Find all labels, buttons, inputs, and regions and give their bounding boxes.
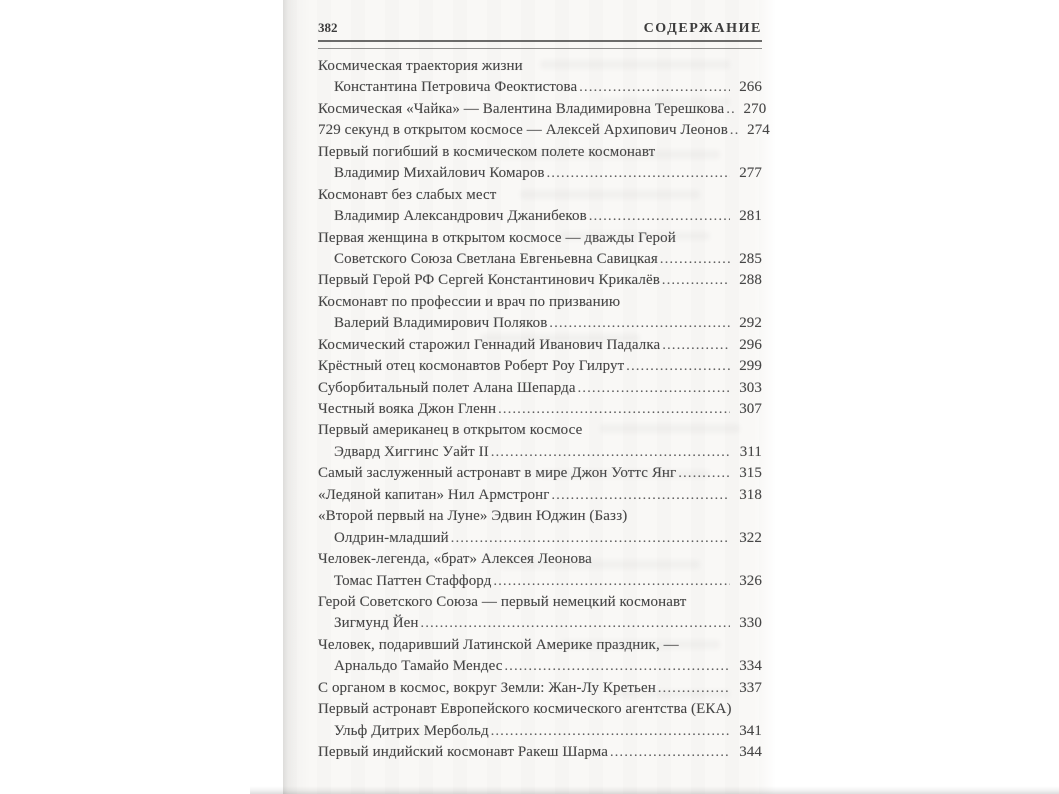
toc-line-text: Первый Герой РФ Сергей Константинович Крикалёв <box>318 272 660 289</box>
toc-line-text: Космическая траектория жизни <box>318 58 523 74</box>
toc-line <box>318 571 762 592</box>
toc-line-text: «Второй первый на Луне» Эдвин Юджин (Базз) <box>318 508 628 525</box>
toc-line <box>318 228 762 249</box>
toc-line-text: С органом в космос, вокруг Земли: Жан-Лу Кретьен <box>318 679 656 696</box>
dot-leader <box>726 99 734 120</box>
toc-line <box>318 420 762 441</box>
dot-leader <box>551 485 730 506</box>
toc-line <box>318 506 762 527</box>
toc-page-number: 299 <box>739 358 762 375</box>
toc-line <box>318 206 762 227</box>
toc-line <box>318 442 762 463</box>
toc-line-text: Ульф Дитрих Мербольд <box>334 722 489 739</box>
page-number-folio: 382 <box>318 20 338 35</box>
toc-page-number: 270 <box>743 100 767 117</box>
toc-line-text: Честный вояка Джон Гленн <box>318 401 497 417</box>
dot-leader <box>491 442 730 463</box>
toc-page-number: 326 <box>739 572 762 589</box>
toc-line-text: Человек, подаривший Латинской Америке праздник, — <box>318 636 679 653</box>
toc-page-number: 334 <box>739 658 762 675</box>
dot-leader <box>662 335 730 356</box>
toc-line <box>318 249 762 270</box>
dot-leader <box>589 206 730 227</box>
toc-page-number: 307 <box>739 401 762 417</box>
toc-line <box>318 485 762 506</box>
toc-line-text: Олдрин-младший <box>334 529 449 546</box>
dot-leader <box>498 399 730 420</box>
toc-line-text: Крёстный отец космонавтов Роберт Роу Гилрут <box>318 358 625 375</box>
toc-line <box>318 678 762 699</box>
toc-line-text: Первый американец в открытом космосе <box>318 422 583 439</box>
toc-page-number: 266 <box>739 79 762 96</box>
dot-leader <box>491 721 730 742</box>
toc-line-text: Герой Советского Союза — первый немецкий космонавт <box>318 593 687 610</box>
toc-line <box>318 313 762 334</box>
toc-line <box>318 56 762 77</box>
toc-line-text: Первая женщина в открытом космосе — дважды Герой <box>318 229 676 246</box>
toc-line-text: Арнальдо Тамайо Мендес <box>334 658 503 675</box>
toc-line-text: Владимир Александрович Джанибеков <box>334 208 587 225</box>
toc-line-text: Первый индийский космонавт Ракеш Шарма <box>318 744 608 760</box>
dot-leader <box>626 356 730 377</box>
toc-line-text: Самый заслуженный астронавт в мире Джон Уоттс Янг <box>318 465 677 482</box>
page-header <box>318 20 762 37</box>
toc-page-number: 285 <box>739 250 762 267</box>
dot-leader <box>493 571 730 592</box>
toc-page-number: 344 <box>739 744 762 760</box>
toc-line <box>318 270 762 291</box>
toc-line-text: Первый астронавт Европейского космического агентства (ЕКА) <box>318 701 732 718</box>
toc-line-text: Суборбитальный полет Алана Шепарда <box>318 379 576 396</box>
toc-line <box>318 292 762 313</box>
toc-line-text: «Ледяной капитан» Нил Армстронг <box>318 486 550 503</box>
toc-page-number: 296 <box>739 336 762 353</box>
dot-leader <box>610 742 730 763</box>
toc-line-text: Космонавт без слабых мест <box>318 186 497 203</box>
toc-page-number: 311 <box>739 443 762 460</box>
book-page <box>283 0 775 794</box>
toc-page-number: 303 <box>739 379 762 396</box>
dot-leader <box>549 313 730 334</box>
dot-leader <box>658 678 730 699</box>
toc-line-text: Космонавт по профессии и врач по призванию <box>318 293 621 310</box>
running-title: СОДЕРЖАНИЕ <box>643 21 762 36</box>
toc-page-number: 330 <box>739 615 762 632</box>
toc-line <box>318 120 770 141</box>
toc-line <box>318 463 762 484</box>
dot-leader <box>660 249 730 270</box>
toc-line-text: Космический старожил Геннадий Иванович Падалка <box>318 336 661 353</box>
toc-line <box>318 656 762 677</box>
toc-line-text: Советского Союза Светлана Евгеньевна Савицкая <box>334 250 658 267</box>
toc-line <box>318 549 762 570</box>
toc-line-text: Владимир Михайлович Комаров <box>334 165 545 182</box>
toc-line <box>318 528 762 549</box>
dot-leader <box>504 656 730 677</box>
toc-line-text: Валерий Владимирович Поляков <box>334 315 548 332</box>
dot-leader <box>578 378 730 399</box>
toc-line <box>318 142 762 163</box>
toc-line <box>318 77 762 98</box>
toc-line-text: Эдвард Хиггинс Уайт II <box>334 443 489 460</box>
toc-line-text: Томас Паттен Стаффорд <box>334 572 492 589</box>
dot-leader <box>421 613 730 634</box>
toc-line <box>318 356 762 377</box>
toc-page-number: 292 <box>739 315 762 332</box>
toc-page-number: 274 <box>747 122 770 139</box>
toc-line-text: Зигмунд Йен <box>334 615 419 632</box>
toc-line-text: Космическая «Чайка» — Валентина Владимировна Терешкова <box>318 100 725 117</box>
toc-page-number: 341 <box>739 722 762 739</box>
scan-bottom-edge <box>250 786 1059 794</box>
toc-line <box>318 592 762 613</box>
toc-line-text: Первый погибший в космическом полете космонавт <box>318 143 656 160</box>
toc-page-number: 337 <box>739 679 762 696</box>
table-of-contents <box>318 56 770 763</box>
toc-line <box>318 163 762 184</box>
toc-page-number: 288 <box>739 272 762 289</box>
toc-line <box>318 399 762 420</box>
toc-page-number: 277 <box>739 165 762 182</box>
toc-page-number: 322 <box>739 529 762 546</box>
toc-page-number: 318 <box>739 486 762 503</box>
dot-leader <box>579 77 730 98</box>
toc-line <box>318 185 762 206</box>
toc-line <box>318 721 762 742</box>
toc-line <box>318 635 762 656</box>
toc-line-text: Константина Петровича Феоктистова <box>334 79 578 96</box>
dot-leader <box>451 528 730 549</box>
dot-leader <box>730 120 738 141</box>
toc-line <box>318 378 762 399</box>
toc-line <box>318 613 762 634</box>
toc-line <box>318 742 762 763</box>
toc-line <box>318 335 762 356</box>
header-rule <box>318 40 762 49</box>
toc-line-text: Человек-легенда, «брат» Алексея Леонова <box>318 551 592 568</box>
toc-page-number: 281 <box>739 208 762 225</box>
toc-line <box>318 99 767 120</box>
dot-leader <box>547 163 730 184</box>
toc-line <box>318 699 762 720</box>
toc-line-text: 729 секунд в открытом космосе — Алексей Архипович Леонов <box>318 122 728 139</box>
dot-leader <box>678 463 730 484</box>
toc-page-number: 315 <box>739 465 762 482</box>
dot-leader <box>662 270 730 291</box>
